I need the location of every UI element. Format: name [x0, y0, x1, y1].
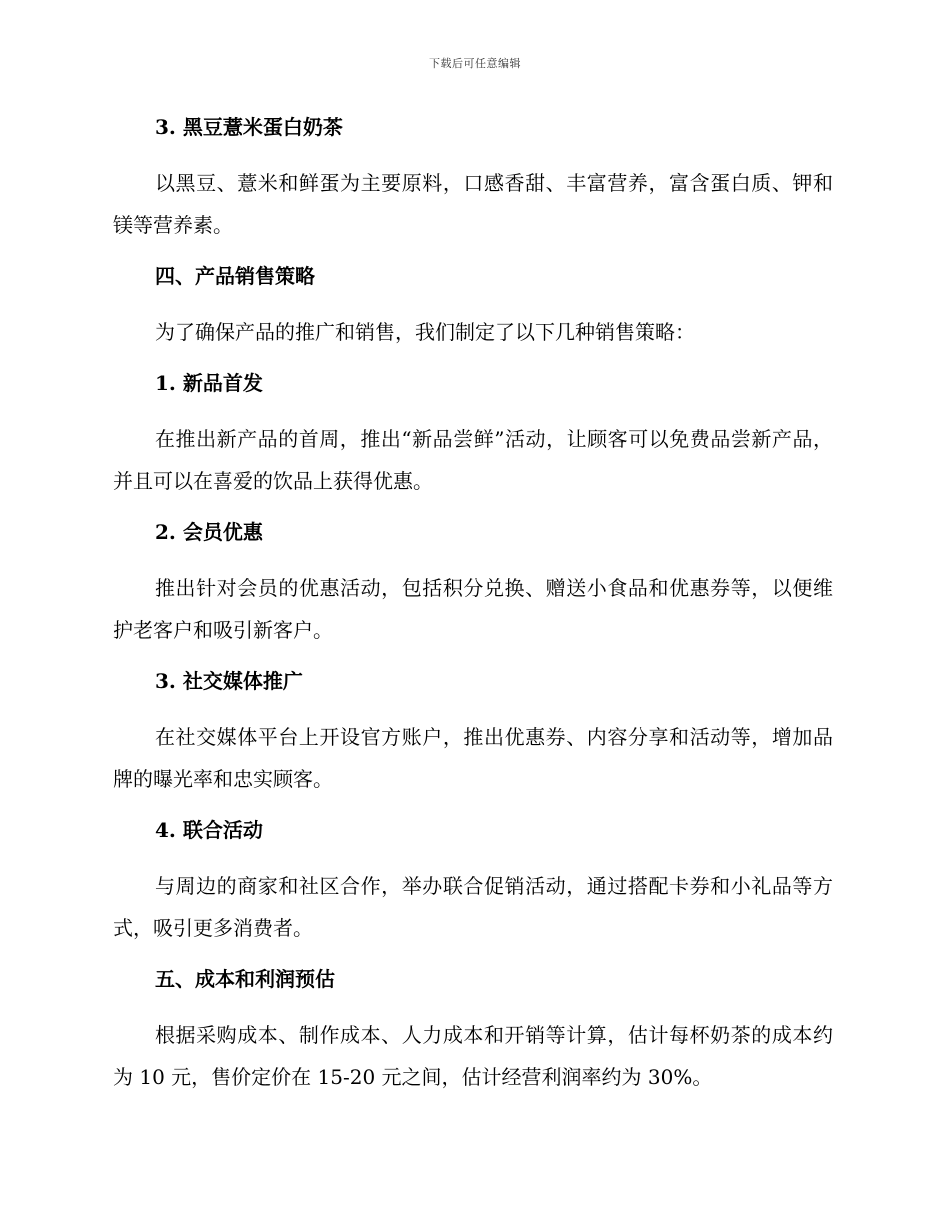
- section-heading-sales-strategy: 四、产品销售策略: [155, 264, 315, 288]
- section-heading-cost-profit: 五、成本和利润预估: [155, 967, 335, 991]
- section-heading-black-bean-milk-tea: 3. 黑豆薏米蛋白奶茶: [155, 115, 343, 139]
- document-body: [113, 110, 833, 1111]
- section-heading-joint-activity: 4. 联合活动: [155, 818, 263, 842]
- paragraph-cost-profit: 根据采购成本、制作成本、人力成本和开销等计算，估计每杯奶茶的成本约为 10 元，售价定价在 15-20 元之间，估计经营利润率约为 30%。: [113, 1023, 833, 1089]
- paragraph-new-launch: 在推出新产品的首周，推出“新品尝鲜”活动，让顾客可以免费品尝新产品，并且可以在喜爱的饮品上获得优惠。: [113, 427, 833, 493]
- paragraph-black-bean-description: 以黑豆、薏米和鲜蛋为主要原料，口感香甜、丰富营养，富含蛋白质、钾和镁等营养素。: [113, 171, 833, 237]
- paragraph-sales-strategy-intro: 为了确保产品的推广和销售，我们制定了以下几种销售策略：: [155, 320, 695, 344]
- paragraph-social-media: 在社交媒体平台上开设官方账户，推出优惠券、内容分享和活动等，增加品牌的曝光率和忠实顾客。: [113, 725, 833, 791]
- section-heading-member-discount: 2. 会员优惠: [155, 520, 263, 544]
- paragraph-joint-activity: 与周边的商家和社区合作，举办联合促销活动，通过搭配卡券和小礼品等方式，吸引更多消费者。: [113, 874, 833, 940]
- section-heading-social-media: 3. 社交媒体推广: [155, 669, 303, 693]
- section-heading-new-launch: 1. 新品首发: [155, 371, 263, 395]
- paragraph-member-discount: 推出针对会员的优惠活动，包括积分兑换、赠送小食品和优惠券等，以便维护老客户和吸引新客户。: [113, 576, 833, 642]
- header-note: 下载后可任意编辑: [429, 57, 521, 70]
